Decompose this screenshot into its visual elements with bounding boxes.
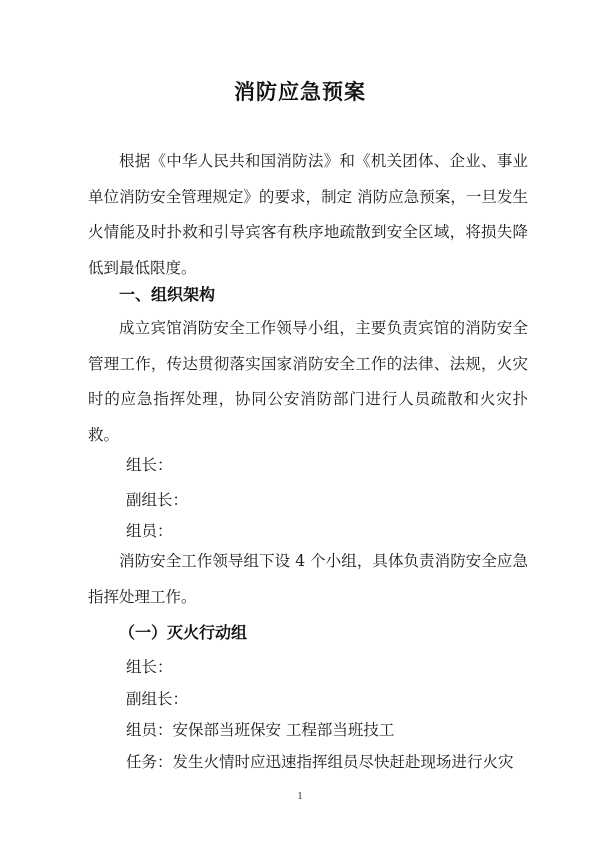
intro-paragraph: 根据《中华人民共和国消防法》和《机关团体、企业、事业单位消防安全管理规定》的要求，制定 消防应急预案，一旦发生火情能及时扑救和引导宾客有秩序地疏散到安全区域，将损失降低到最低限度。 (88, 152, 528, 277)
document-title: 消防应急预案 (234, 80, 366, 104)
firefighting-leader-line: 组长： (126, 658, 173, 676)
firefighting-deputy-leader-line: 副组长： (126, 690, 189, 708)
subsection-heading-firefighting: （一）灭火行动组 (119, 623, 248, 642)
section-heading-organization: 一、组织架构 (119, 285, 216, 304)
groups-intro-paragraph: 消防安全工作领导组下设 4 个小组，具体负责消防安全应急指挥处理工作。 (88, 552, 528, 606)
firefighting-task-line: 任务：发生火情时应迅速指挥组员尽快赶赴现场进行火灾 (126, 753, 514, 771)
deputy-leader-line: 副组长： (126, 491, 189, 509)
page-number: 1 (297, 790, 303, 802)
firefighting-members-line: 组员：安保部当班保安 工程部当班技工 (126, 721, 395, 739)
members-line: 组员： (126, 522, 173, 540)
organization-paragraph: 成立宾馆消防安全工作领导小组，主要负责宾馆的消防安全管理工作，传达贯彻落实国家消防安全工作的法律、法规，火灾时的应急指挥处理，协同公安消防部门进行人员疏散和火灾扑救。 (88, 319, 528, 444)
leader-line: 组长： (126, 456, 173, 474)
